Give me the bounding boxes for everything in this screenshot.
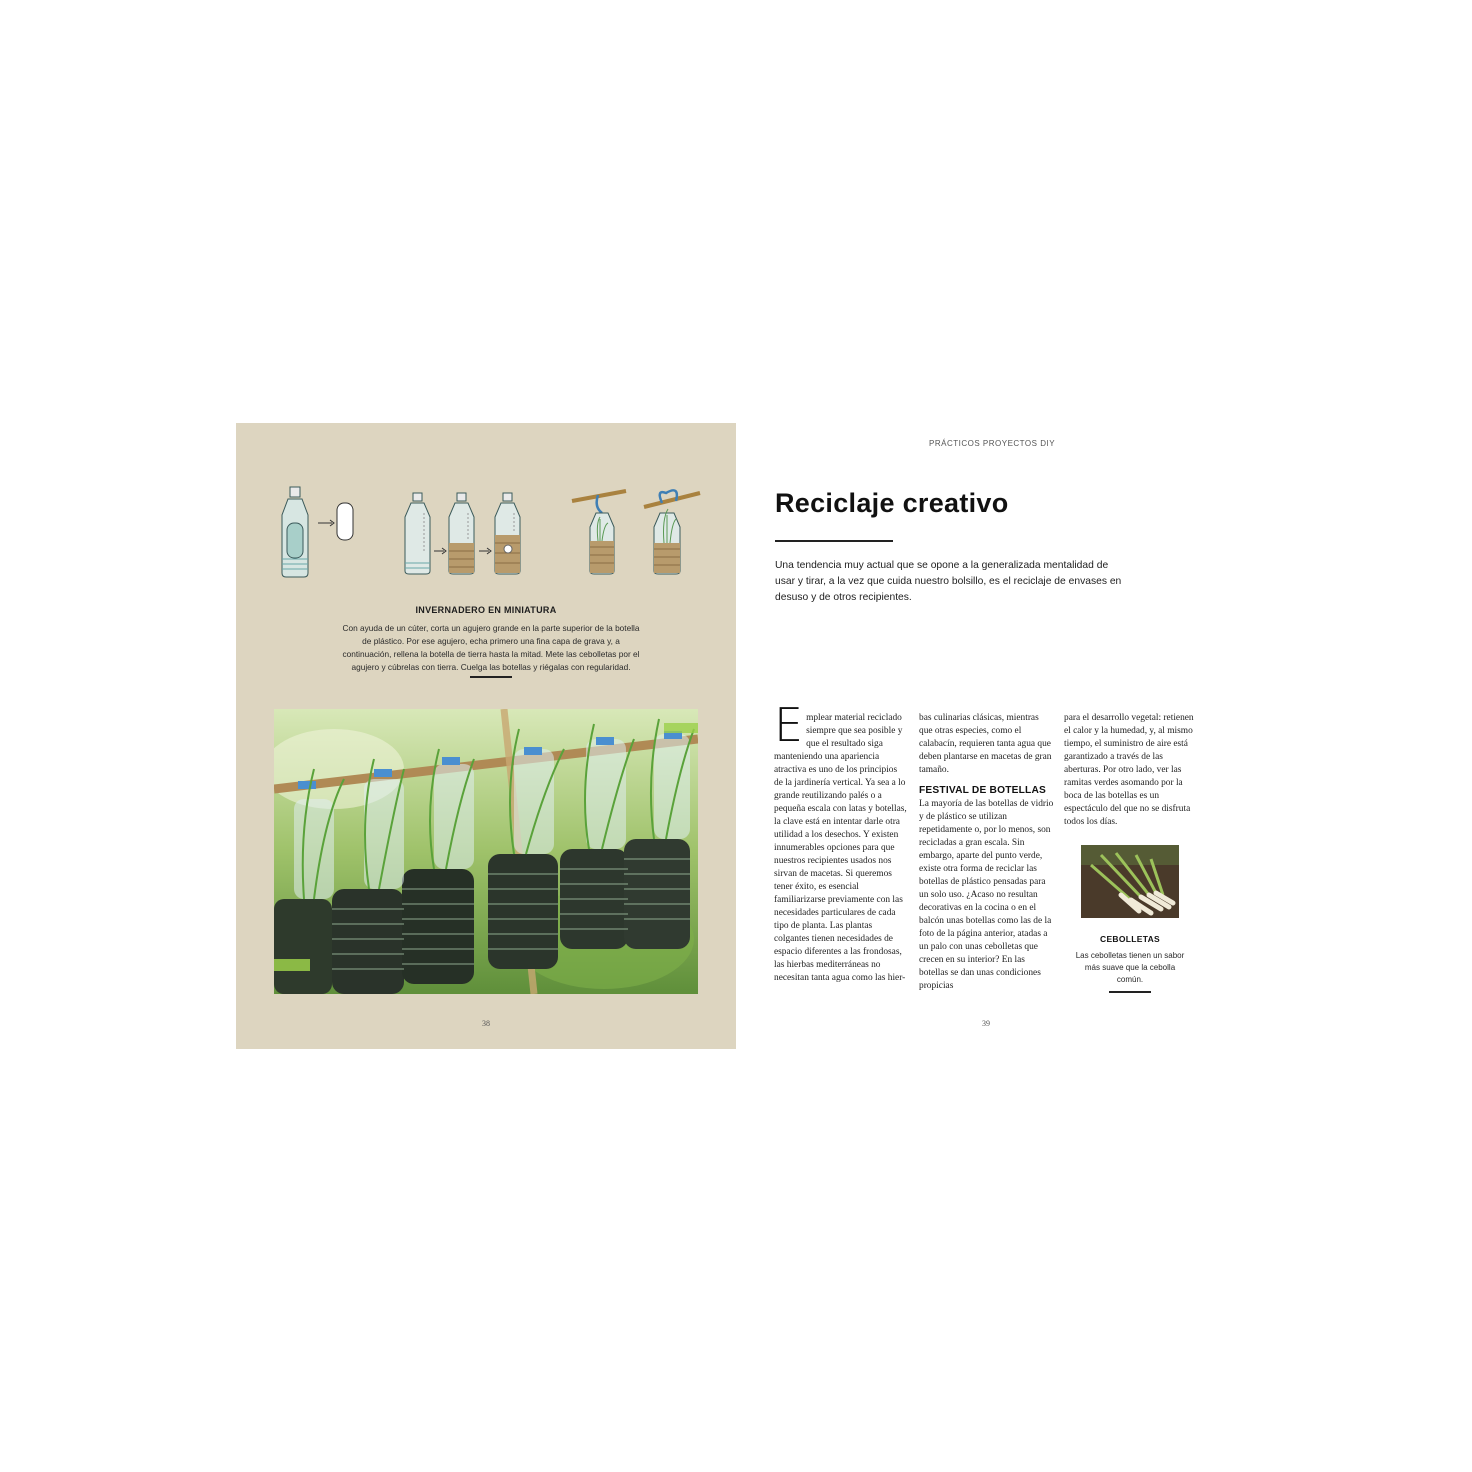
body-column-1 [774,698,908,985]
box-text: Con ayuda de un cúter, corta un agujero grande en la parte superior de la botella de plástico. Por ese agujero, echa primero una fina capa de grava y, a continuación, rellena la botella de tierra hasta la mitad. Mete las cebolletas por el agujero y cúbrelas con tierra. Cuelga las botellas y riégalas con regularidad. [342,623,640,672]
body-column-2 [919,712,1054,993]
spring-onions-photo [1081,845,1179,918]
page-number-left: 38 [482,1019,490,1028]
side-caption-text: Las cebolletas tienen un sabor más suave que la cebolla común. [1075,951,1185,984]
subhead: FESTIVAL DE BOTELLAS [919,785,1047,796]
page-title: Reciclaje creativo [775,488,1009,518]
step1-bottle [282,487,308,577]
box-title: INVERNADERO EN MINIATURA [415,605,557,615]
body-text-1: mplear material reciclado siempre que sea posible y que el resultado siga manteniendo una apariencia atractiva es uno de los principios de la jardinería vertical. Ya sea a lo grande reutilizando palés o a pequeña escala con latas y botellas, la clave está en intentar darle otra utilidad a los desechos. Y existen innumerables opciones para que nuestros recipientes usados nos sirvan de macetas. Si queremos tener éxito, es esencial familiarizarse previamente con las necesidades particulares de cada tipo de planta. Las plantas colgantes tienen necesidades de espacio diferentes a las frondosas, las hierbas mediterráneas no necesitan tanta agua como las hier- [774,713,907,983]
body-text-2b: La mayoría de las botellas de vidrio y de plástico se utilizan repetidamente o, por lo menos, son recicladas a gran escala. Sin embargo, aparte del punto verde, existe otra forma de reciclar las botellas de plástico pensadas para un solo uso. ¿Acaso no resultan decorativas en la cocina o en el balcón unas botellas como las de la foto de la página anterior, atadas a un palo con unas cebolletas que crecen en su interior? En las botellas se dan unas condiciones propicias [919,799,1054,991]
step2-bottles [405,493,520,574]
body-text-2a: bas culinarias clásicas, mientras que otras especies, como el calabacín, requieren tanta agua que deben plantarse en macetas de gran tamaño. [919,713,1052,775]
body-text-3: para el desarrollo vegetal: retienen el calor y la humedad, y, al mismo tiempo, el suministro de aire está garantizado a través de las aberturas. Por otro lado, ver las ramitas verdes asomando por la boca de las botellas es un espectáculo del que no se disfruta todos los días. [1064,713,1194,827]
box-rule [470,676,512,678]
side-caption-title: CEBOLLETAS [1100,934,1160,944]
side-caption-rule [1109,991,1151,993]
intro-paragraph: Una tendencia muy actual que se opone a la generalizada mentalidad de usar y tirar, a la vez que cuida nuestro bolsillo, es el reciclaje de envases en desuso y de otros recipientes. [775,560,1122,603]
stick [572,491,626,501]
illustration-svg [236,423,736,603]
running-head: PRÁCTICOS PROYECTOS DIY [929,439,1056,448]
left-page [236,423,736,1049]
spring-onions-svg [1081,845,1179,918]
photo-svg [274,709,698,994]
step3-bottle-a [590,495,614,574]
bottle-steps-illustration [236,423,736,603]
body-column-3 [1064,712,1198,829]
page-number-right: 39 [982,1019,990,1028]
hanging-bottle-planters-photo [274,709,698,994]
cutout-shape [337,503,353,540]
title-rule [775,540,893,542]
dropcap: E [774,698,804,752]
